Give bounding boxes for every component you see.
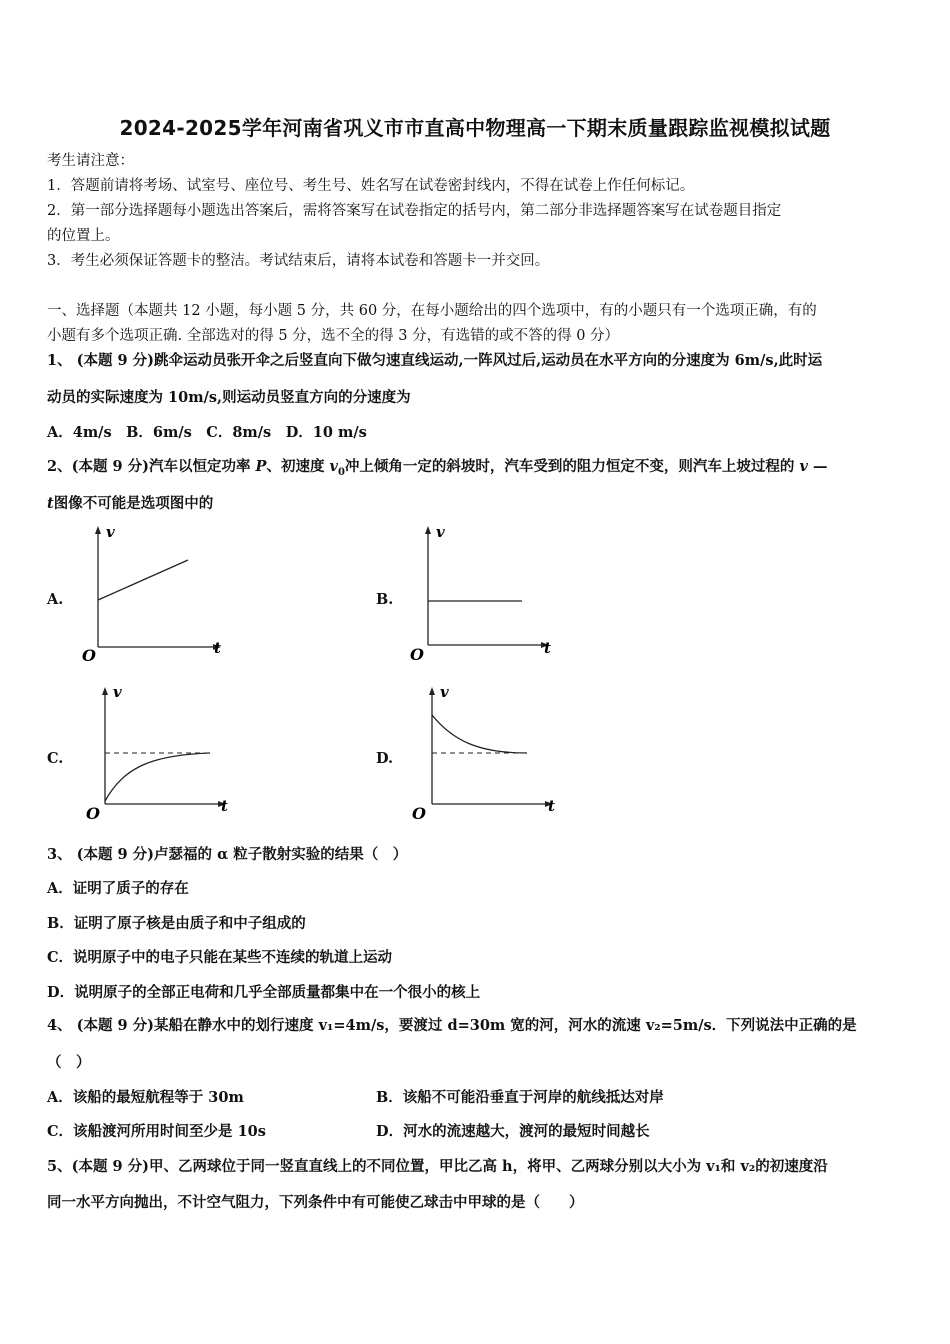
question-4-option: D．河水的流速越大，渡河的最短时间越长 — [376, 1123, 650, 1140]
v-axis-label: v — [440, 683, 449, 701]
graph-a — [76, 522, 236, 667]
notice-item: 2．第一部分选择题每小题选出答案后，需将答案写在试卷指定的括号内，第二部分非选择题答案写在试卷题目指定 — [47, 203, 782, 219]
question-4-option: A．该船的最短航程等于 30m — [47, 1089, 244, 1106]
notice-item: 3．考生必须保证答题卡的整洁。考试结束后，请将本试卷和答题卡一并交回。 — [47, 253, 550, 269]
origin-label: O — [410, 645, 424, 664]
notice-item: 1．答题前请将考场、试室号、座位号、考生号、姓名写在试卷密封线内，不得在试卷上作任何标记。 — [47, 178, 695, 194]
notice-item: 的位置上。 — [47, 228, 120, 244]
origin-label: O — [412, 804, 426, 823]
question-1-options: A．4m/s B．6m/s C．8m/s D．10 m/s — [47, 424, 367, 441]
question-1-stem: 动员的实际速度为 10m/s,则运动员竖直方向的分速度为 — [47, 389, 411, 406]
t-axis-label: t — [221, 797, 228, 815]
origin-label: O — [86, 804, 100, 823]
graph-b — [406, 522, 566, 667]
question-4-stem: 4、 (本题 9 分)某船在静水中的划行速度 v₁=4m/s，要渡过 d=30m 宽的河，河水的流速 v₂=5m/s．下列说法中正确的是 — [47, 1017, 857, 1034]
question-3-stem: 3、 (本题 9 分)卢瑟福的 α 粒子散射实验的结果（ ） — [47, 846, 408, 863]
question-3-option: B．证明了原子核是由质子和中子组成的 — [47, 915, 306, 932]
notice-heading: 考生请注意： — [47, 153, 134, 169]
question-4-stem: （ ） — [47, 1054, 91, 1071]
question-5-stem: 5、(本题 9 分)甲、乙两球位于同一竖直直线上的不同位置，甲比乙高 h，将甲、乙两球分别以大小为 v₁和 v₂的初速度沿 — [47, 1158, 828, 1175]
t-axis-label: t — [544, 639, 551, 657]
question-5-stem: 同一水平方向抛出，不计空气阻力，下列条件中有可能使乙球击中甲球的是（ ） — [47, 1194, 584, 1211]
section-heading: 小题有多个选项正确. 全部选对的得 5 分，选不全的得 3 分，有选错的或不答的得 0 分） — [47, 328, 620, 344]
graph-d — [411, 683, 571, 828]
question-2-stem: 2、(本题 9 分)汽车以恒定功率 P、初速度 $v_0$冲上倾角一定的斜坡时，汽车受到的阻力恒定不变，则汽车上坡过程的 v — — [47, 458, 828, 478]
question-3-option: D．说明原子的全部正电荷和几乎全部质量都集中在一个很小的核上 — [47, 984, 481, 1001]
question-4-option: B．该船不可能沿垂直于河岸的航线抵达对岸 — [376, 1089, 664, 1106]
t-axis-label: t — [214, 639, 221, 657]
question-3-option: A．证明了质子的存在 — [47, 880, 189, 897]
origin-label: O — [82, 646, 96, 665]
graph-c — [84, 683, 244, 828]
graph-d-label: D. — [376, 750, 394, 767]
t-axis-label: t — [548, 797, 555, 815]
v-t-curve — [432, 715, 527, 753]
section-heading: 一、选择题（本题共 12 小题，每小题 5 分，共 60 分，在每小题给出的四个选项中，有的小题只有一个选项正确，有的 — [47, 303, 817, 319]
question-3-option: C．说明原子中的电子只能在某些不连续的轨道上运动 — [47, 949, 393, 966]
question-2-stem: t图像不可能是选项图中的 — [47, 495, 214, 512]
graph-c-label: C. — [47, 750, 64, 767]
v-axis-label: v — [106, 523, 115, 541]
v-axis-label: v — [113, 683, 122, 701]
v-t-curve — [98, 560, 188, 600]
question-1-stem: 1、 (本题 9 分)跳伞运动员张开伞之后竖直向下做匀速直线运动,一阵风过后,运动员在水平方向的分速度为 6m/s,此时运 — [47, 352, 823, 369]
graph-b-label: B. — [376, 591, 394, 608]
page-title: 2024-2025学年河南省巩义市市直高中物理高一下期末质量跟踪监视模拟试题 — [119, 116, 831, 140]
graph-a-label: A. — [47, 591, 64, 608]
v-t-curve — [105, 753, 210, 801]
v-axis-label: v — [436, 523, 445, 541]
question-4-option: C．该船渡河所用时间至少是 10s — [47, 1123, 266, 1140]
